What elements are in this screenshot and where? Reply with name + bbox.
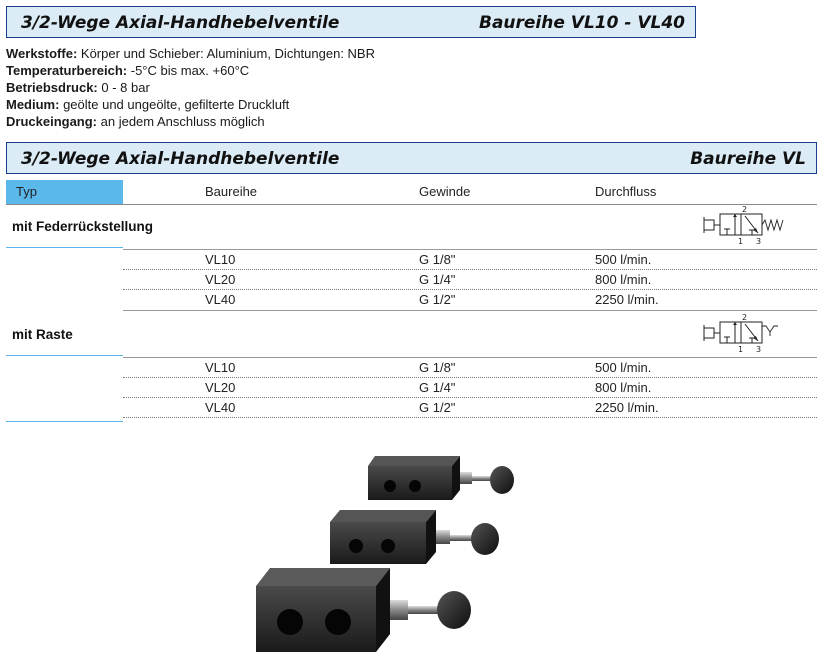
valve-vl40-image — [256, 568, 471, 652]
port-3-label: 3 — [756, 237, 762, 246]
title-banner — [6, 6, 696, 38]
row-divider — [123, 417, 817, 418]
port-2-label: 2 — [742, 205, 748, 214]
table-cell-durchfluss: 2250 l/min. — [595, 400, 659, 415]
typ-column-rule — [6, 421, 123, 422]
row-divider — [123, 397, 817, 398]
group-label-raste: mit Raste — [12, 327, 73, 342]
typ-header-cell: Typ — [6, 180, 123, 204]
port-3-label: 3 — [756, 345, 762, 354]
spec-betriebsdruck: Betriebsdruck: 0 - 8 bar — [6, 80, 150, 95]
typ-column-rule — [6, 355, 123, 356]
group-2-divider — [123, 357, 817, 358]
banner-series: Baureihe VL10 - VL40 — [478, 13, 685, 33]
section-banner — [6, 142, 817, 174]
group-1-divider — [123, 249, 817, 250]
col-durchfluss: Durchfluss — [595, 184, 657, 199]
valve-symbol-spring-icon — [700, 204, 800, 246]
valve-symbol-detent-icon — [700, 312, 800, 354]
table-cell-gewinde: G 1/8" — [419, 252, 456, 267]
table-cell-gewinde: G 1/2" — [419, 400, 456, 415]
table-header — [6, 180, 817, 205]
valve-vl10-image — [368, 456, 514, 500]
row-divider — [123, 289, 817, 290]
table-cell-gewinde: G 1/4" — [419, 272, 456, 287]
row-divider — [123, 377, 817, 378]
table-cell-durchfluss: 500 l/min. — [595, 252, 652, 267]
table-cell-baureihe: VL10 — [205, 360, 236, 375]
spec-temperatur: Temperaturbereich: -5°C bis max. +60°C — [6, 63, 250, 78]
table-cell-durchfluss: 800 l/min. — [595, 272, 652, 287]
table-cell-gewinde: G 1/2" — [419, 292, 456, 307]
group-label-federrueckstellung: mit Federrückstellung — [12, 219, 154, 234]
port-1-label: 1 — [738, 237, 744, 246]
table-cell-baureihe: VL20 — [205, 272, 236, 287]
spec-druckeingang: Druckeingang: an jedem Anschluss möglich — [6, 114, 265, 129]
port-2-label: 2 — [742, 313, 748, 322]
section-title: 3/2-Wege Axial-Handhebelventile — [21, 149, 340, 169]
spec-medium: Medium: geölte und ungeölte, gefilterte Druckluft — [6, 97, 290, 112]
col-gewinde: Gewinde — [419, 184, 471, 199]
port-1-label: 1 — [738, 345, 744, 354]
section-series: Baureihe VL — [690, 149, 806, 169]
table-cell-gewinde: G 1/4" — [419, 380, 456, 395]
table-cell-gewinde: G 1/8" — [419, 360, 456, 375]
product-photo-valves — [240, 436, 550, 666]
col-baureihe: Baureihe — [205, 184, 258, 199]
table-cell-baureihe: VL40 — [205, 292, 236, 307]
table-cell-durchfluss: 800 l/min. — [595, 380, 652, 395]
spec-werkstoffe: Werkstoffe: Körper und Schieber: Aluminium, Dichtungen: NBR — [6, 46, 375, 61]
typ-column-rule — [6, 247, 123, 248]
valve-vl20-image — [330, 510, 499, 564]
banner-title: 3/2-Wege Axial-Handhebelventile — [21, 13, 340, 33]
table-cell-baureihe: VL20 — [205, 380, 236, 395]
table-cell-durchfluss: 500 l/min. — [595, 360, 652, 375]
table-cell-baureihe: VL40 — [205, 400, 236, 415]
row-divider — [123, 269, 817, 270]
group-end-divider — [123, 310, 817, 311]
table-cell-durchfluss: 2250 l/min. — [595, 292, 659, 307]
specifications — [6, 45, 375, 130]
table-cell-baureihe: VL10 — [205, 252, 236, 267]
